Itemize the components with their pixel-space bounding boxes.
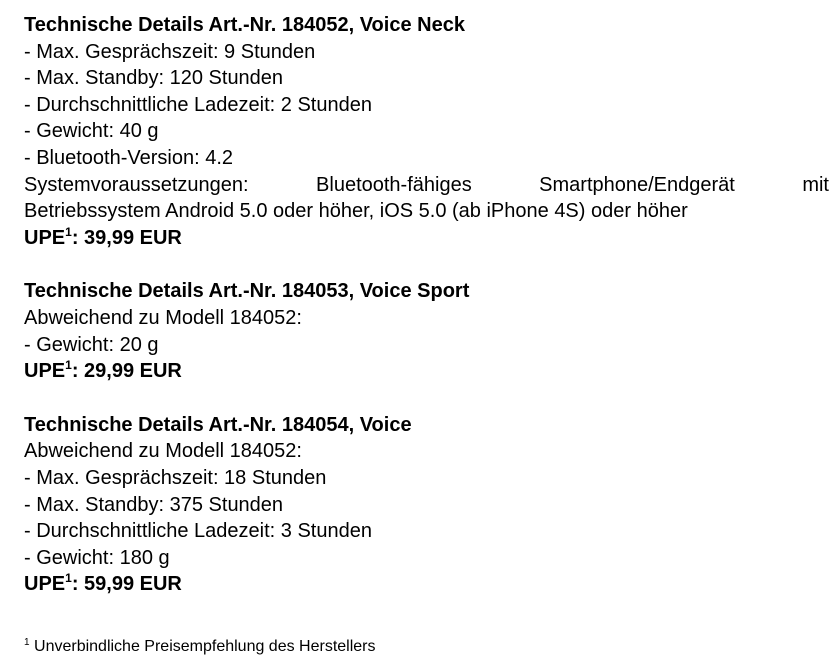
system-requirements-line-2: Betriebssystem Android 5.0 oder höher, iOS 5.0 (ab iPhone 4S) oder höher [24, 200, 688, 223]
section-title: Technische Details Art.-Nr. 184053, Voice Sport [24, 280, 470, 303]
spec-line: - Bluetooth-Version: 4.2 [24, 146, 234, 169]
price-line [24, 225, 829, 252]
price-line [24, 571, 829, 598]
price-line [24, 358, 829, 385]
section-intro: Abweichend zu Modell 184052: [24, 440, 302, 463]
system-requirements-line-1: Systemvoraussetzungen: Bluetooth-fähiges Smartphone/Endgerät mit [24, 173, 829, 196]
spec-line: - Gewicht: 40 g [24, 120, 159, 143]
price-label: UPE [24, 573, 66, 596]
price-label: UPE [24, 360, 66, 383]
document-body [24, 12, 829, 625]
spec-line: - Max. Standby: 120 Stunden [24, 67, 284, 90]
footnote-marker: 1 [65, 571, 72, 586]
footnote-marker: 1 [24, 637, 30, 648]
section-184053 [24, 278, 829, 384]
section-title: Technische Details Art.-Nr. 184052, Voice Neck [24, 14, 465, 36]
system-requirements [24, 172, 829, 225]
spec-line: - Max. Gesprächszeit: 18 Stunden [24, 466, 327, 489]
spec-line: - Max. Gesprächszeit: 9 Stunden [24, 40, 316, 63]
spec-line: - Durchschnittliche Ladezeit: 2 Stunden [24, 93, 372, 116]
section-intro: Abweichend zu Modell 184052: [24, 306, 302, 329]
price-value: : 29,99 EUR [71, 360, 182, 383]
spec-line: - Durchschnittliche Ladezeit: 3 Stunden [24, 520, 372, 543]
footnote-text: Unverbindliche Preisempfehlung des Herstellers [29, 638, 376, 655]
spec-line: - Gewicht: 20 g [24, 333, 159, 356]
footnote-marker: 1 [65, 358, 72, 373]
price-value: : 39,99 EUR [71, 226, 182, 249]
spec-line: - Gewicht: 180 g [24, 546, 170, 569]
footnote [24, 637, 376, 657]
section-184052 [24, 12, 829, 251]
footnote-marker: 1 [65, 224, 72, 239]
price-label: UPE [24, 226, 66, 249]
section-title: Technische Details Art.-Nr. 184054, Voice [24, 413, 412, 436]
spec-line: - Max. Standby: 375 Stunden [24, 493, 284, 516]
section-184054 [24, 412, 829, 598]
price-value: : 59,99 EUR [71, 573, 182, 596]
